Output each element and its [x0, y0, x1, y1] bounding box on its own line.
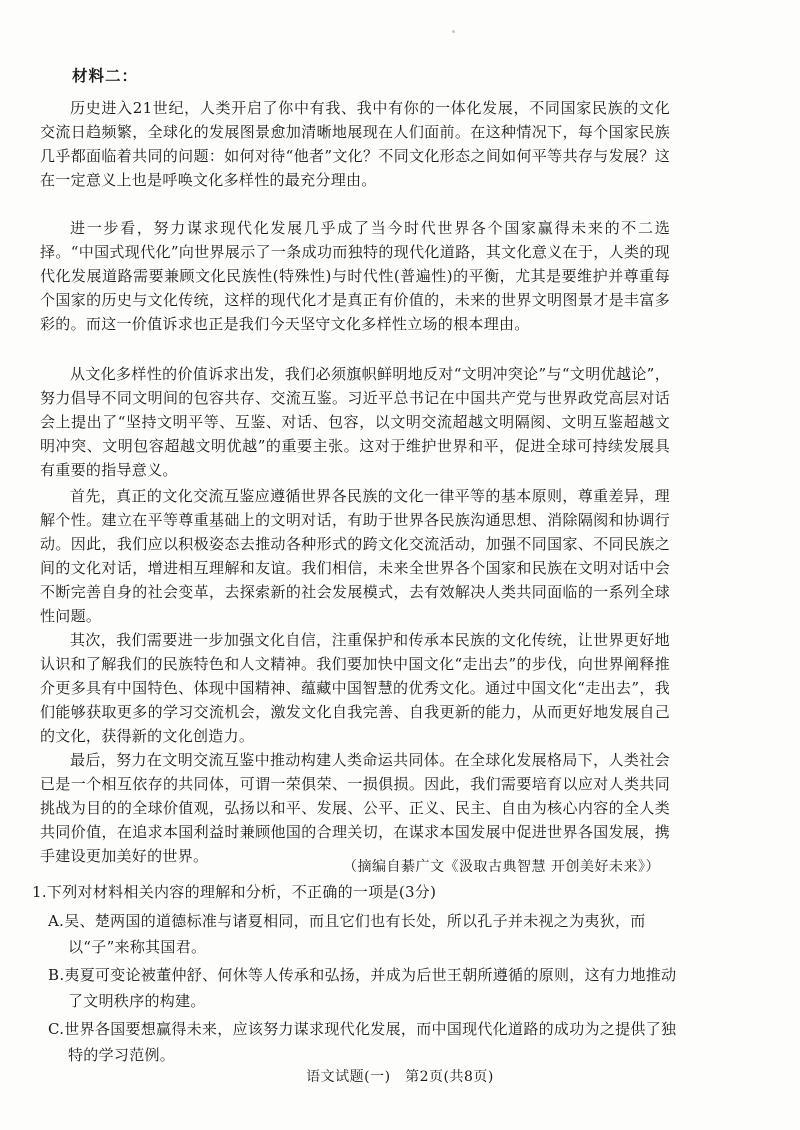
source-citation: （摘编自綦广文《汲取古典智慧 开创美好未来》） [343, 859, 660, 875]
section-heading: 材料二： [72, 66, 139, 85]
question-stem: 1.下列对材料相关内容的理解和分析，不正确的一项是(3分) [32, 883, 437, 901]
option-a: A.吴、楚两国的道德标准与诸夏相同，而且它们也有长处，所以孔子并未视之为夷狄，而以“子”来称其国君。 [48, 912, 646, 956]
paragraph-5: 其次，我们需要进一步加强文化自信，注重保护和传承本民族的文化传统，让世界更好地认识和了解我们的民族特色和人文精神。我们要加快中国文化“走出去”的步伐，向世界阐释推介更多具有中国特色、体现中国精神、蕴藏中国智慧的优秀文化。通过中国文化“走出去”，我们能够获取更多的学习交流机会，激发文化自我完善、自我更新的能力，从而更好地发展自己的文化，获得新的文化创造力。 [40, 631, 670, 745]
page-footer: 语文试题(一) 第2页(共8页) [306, 1069, 494, 1085]
paragraph-3: 从文化多样性的价值诉求出发，我们必须旗帜鲜明地反对“文明冲突论”与“文明优越论”，努力倡导不同文明间的包容共存、交流互鉴。习近平总书记在中国共产党与世界政党高层对话会上提出了“坚持文明平等、互鉴、对话、包容，以文明交流超越文明隔阂、文明互鉴超越文明冲突、文明包容超越文明优越”的重要主张。这对于维护世界和平，促进全球可持续发展具有重要的指导意义。 [40, 365, 670, 479]
option-b: B.夷夏可变论被董仲舒、何休等人传承和弘扬，并成为后世王朝所遵循的原则，这有力地推动了文明秩序的构建。 [48, 966, 677, 1010]
paragraph-2: 进一步看，努力谋求现代化发展几乎成了当今时代世界各个国家赢得未来的不二选择。“中国式现代化”向世界展示了一条成功而独特的现代化道路，其文化意义在于，人类的现代化发展道路需要兼顾文化民族性(特殊性)与时代性(普遍性)的平衡，尤其是要维护并尊重每个国家的历史与文化传统，这样的现代化才是真正有价值的，未来的世界文明图景才是丰富多彩的。而这一价值诉求也正是我们今天坚守文化多样性立场的根本理由。 [40, 219, 670, 333]
paragraph-4: 首先，真正的文化交流互鉴应遵循世界各民族的文化一律平等的基本原则，尊重差异，理解个性。建立在平等尊重基础上的文明对话，有助于世界各民族沟通思想、消除隔阂和协调行动。因此，我们应以积极姿态去推动各种形式的跨文化交流活动，加强不同国家、不同民族之间的文化对话，增进相互理解和友谊。我们相信，未来全世界各个国家和民族在文明对话中会不断完善自身的社会变革，去探索新的社会发展模式，去有效解决人类共同面临的一系列全球性问题。 [40, 487, 670, 625]
option-c: C.世界各国要想赢得未来，应该努力谋求现代化发展，而中国现代化道路的成功为之提供了独特的学习范例。 [48, 1020, 677, 1064]
scan-speck [452, 30, 455, 33]
paragraph-1: 历史进入21世纪，人类开启了你中有我、我中有你的一体化发展，不同国家民族的文化交流日趋频繁，全球化的发展图景愈加清晰地展现在人们面前。在这种情况下，每个国家民族几乎都面临着共同的问题：如何对待“他者”文化？不同文化形态之间如何平等共存与发展？这在一定意义上也是呼唤文化多样性的最充分理由。 [40, 99, 670, 189]
paragraph-6: 最后，努力在文明交流互鉴中推动构建人类命运共同体。在全球化发展格局下，人类社会已是一个相互依存的共同体，可谓一荣俱荣、一损俱损。因此，我们需要培育以应对人类共同挑战为目的的全球价值观，弘扬以和平、发展、公平、正义、民主、自由为核心内容的全人类共同价值，在追求本国利益时兼顾他国的合理关切，在谋求本国发展中促进世界各国发展，携手建设更加美好的世界。 [40, 751, 670, 865]
